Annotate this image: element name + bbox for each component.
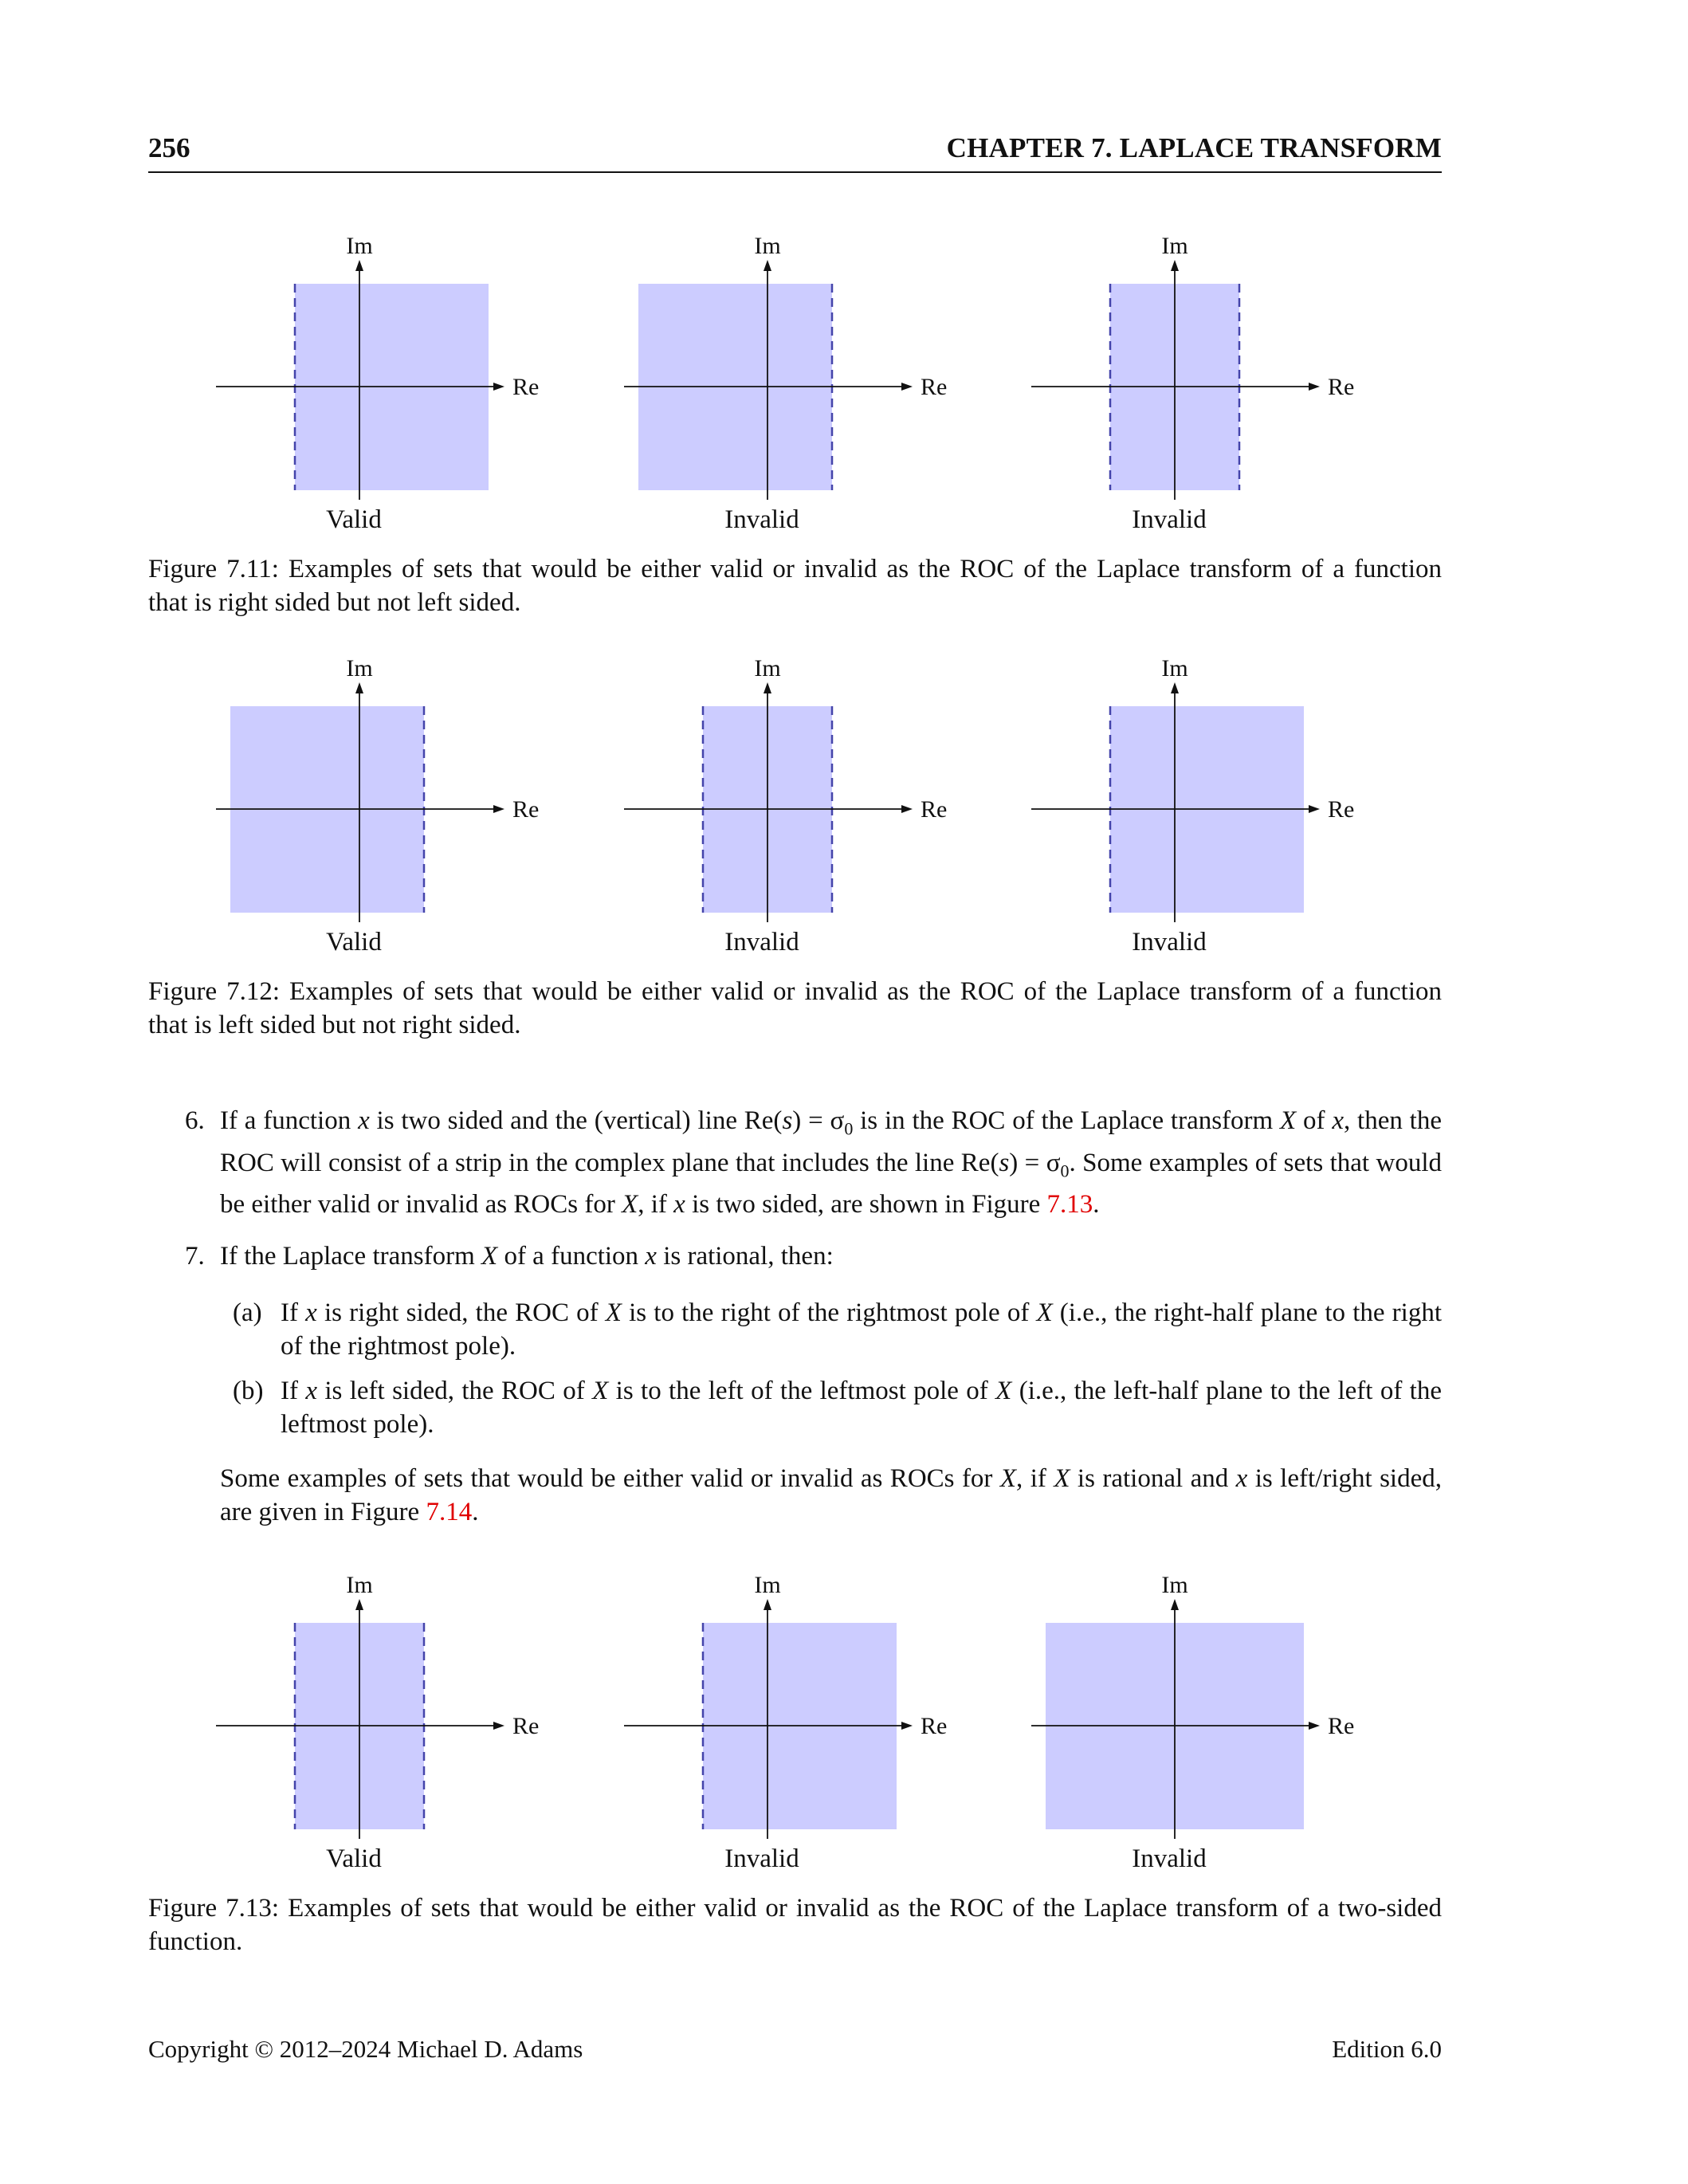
re-label: Re — [1328, 374, 1355, 400]
re-label: Re — [1328, 796, 1355, 823]
re-label: Re — [921, 374, 948, 400]
caption-line-1: Figure 7.11: Examples of sets that would be either valid or invalid as the ROC of the Laplace transform of a function — [148, 555, 1442, 583]
list-text: If x is right sided, the ROC of X is to the right of the rightmost pole of X (i.e., the right-half plane to the right of the rightmost pole). — [281, 1298, 1442, 1361]
figure-7-13-caption — [148, 1891, 1442, 1958]
re-label: Re — [921, 796, 948, 823]
figure-ref-link[interactable]: 7.13 — [1046, 1190, 1093, 1220]
verdict-label: Valid — [326, 1844, 382, 1873]
im-axis-arrow — [355, 1599, 363, 1610]
footer-copyright: Copyright © 2012–2024 Michael D. Adams — [148, 2035, 583, 2063]
list-number: 7. — [185, 1242, 205, 1271]
re-axis-arrow — [1309, 383, 1320, 391]
header-rule — [148, 171, 1442, 173]
im-label: Im — [754, 233, 781, 259]
im-axis-arrow — [355, 260, 363, 271]
im-label: Im — [1161, 233, 1188, 259]
figure-7-12 — [0, 646, 1688, 964]
caption-line-1: Figure 7.12: Examples of sets that would be either valid or invalid as the ROC of the Laplace transform of a function — [148, 977, 1442, 1006]
im-label: Im — [346, 1572, 373, 1598]
im-axis-arrow — [764, 682, 771, 693]
figure-ref-link[interactable]: 7.14 — [426, 1498, 473, 1526]
verdict-label: Invalid — [1132, 1844, 1207, 1873]
re-axis-arrow — [493, 383, 504, 391]
im-label: Im — [346, 233, 373, 259]
im-label: Im — [346, 655, 373, 682]
im-axis-arrow — [1171, 1599, 1179, 1610]
figure-7-12-caption — [148, 975, 1442, 1042]
list-item-7a — [233, 1296, 1442, 1363]
re-axis-arrow — [1309, 805, 1320, 813]
caption-line-2: that is left sided but not right sided. — [148, 1011, 521, 1039]
body-paragraph: Some examples of sets that would be either valid or invalid as ROCs for X, if X is rational and x is left/right sided, are given in Figure 7.14. — [220, 1464, 1442, 1526]
figure-7-11 — [0, 223, 1688, 542]
im-axis-arrow — [355, 682, 363, 693]
page-number: 256 — [148, 132, 190, 163]
im-axis-arrow — [1171, 682, 1179, 693]
verdict-label: Invalid — [1132, 505, 1207, 534]
list-text: If x is left sided, the ROC of X is to the left of the leftmost pole of X (i.e., the left-half plane to the left of the leftmost pole). — [281, 1377, 1442, 1439]
im-label: Im — [754, 1572, 781, 1598]
list-text: If the Laplace transform X of a function x is rational, then: — [220, 1242, 834, 1271]
chapter-title: CHAPTER 7. LAPLACE TRANSFORM — [946, 132, 1442, 163]
figure-7-11-caption — [148, 552, 1442, 619]
re-axis-arrow — [493, 1722, 504, 1730]
re-axis-arrow — [901, 383, 913, 391]
caption-line-1: Figure 7.13: Examples of sets that would be either valid or invalid as the ROC of the Laplace transform of a two-sided — [148, 1894, 1442, 1923]
list-number: (a) — [233, 1298, 262, 1327]
list-number: 6. — [185, 1106, 205, 1135]
im-label: Im — [754, 655, 781, 682]
verdict-label: Valid — [326, 928, 382, 956]
figure-7-13 — [0, 1562, 1688, 1881]
verdict-label: Invalid — [724, 1844, 799, 1873]
list-item-7 — [185, 1239, 1442, 1273]
caption-line-2: that is right sided but not left sided. — [148, 588, 521, 617]
re-label: Re — [1328, 1713, 1355, 1739]
im-label: Im — [1161, 655, 1188, 682]
list-text: If a function x is two sided and the (vertical) line $Re(s) = \sigma_0$ is in the ROC of the Laplace transform X of x, then the ROC will consist of a strip in the complex plane that includes the line $Re(s) = \sigma_0$. Some examples of sets that would be either valid or invalid as ROCs for X, if x is two sided, are shown in Figure 7.13. — [220, 1106, 1442, 1220]
im-axis-arrow — [764, 260, 771, 271]
re-label: Re — [512, 374, 540, 400]
verdict-label: Invalid — [724, 928, 799, 956]
verdict-label: Invalid — [1132, 928, 1207, 956]
re-axis-arrow — [493, 805, 504, 813]
list-number: (b) — [233, 1377, 264, 1405]
re-axis-arrow — [901, 805, 913, 813]
re-label: Re — [512, 796, 540, 823]
list-item-6 — [185, 1104, 1442, 1221]
footer-edition: Edition 6.0 — [1332, 2035, 1442, 2063]
im-label: Im — [1161, 1572, 1188, 1598]
caption-line-2: function. — [148, 1927, 243, 1956]
im-axis-arrow — [1171, 260, 1179, 271]
list-item-7b — [233, 1374, 1442, 1441]
verdict-label: Invalid — [724, 505, 799, 534]
re-label: Re — [921, 1713, 948, 1739]
re-label: Re — [512, 1713, 540, 1739]
verdict-label: Valid — [326, 505, 382, 534]
im-axis-arrow — [764, 1599, 771, 1610]
re-axis-arrow — [1309, 1722, 1320, 1730]
re-axis-arrow — [901, 1722, 913, 1730]
